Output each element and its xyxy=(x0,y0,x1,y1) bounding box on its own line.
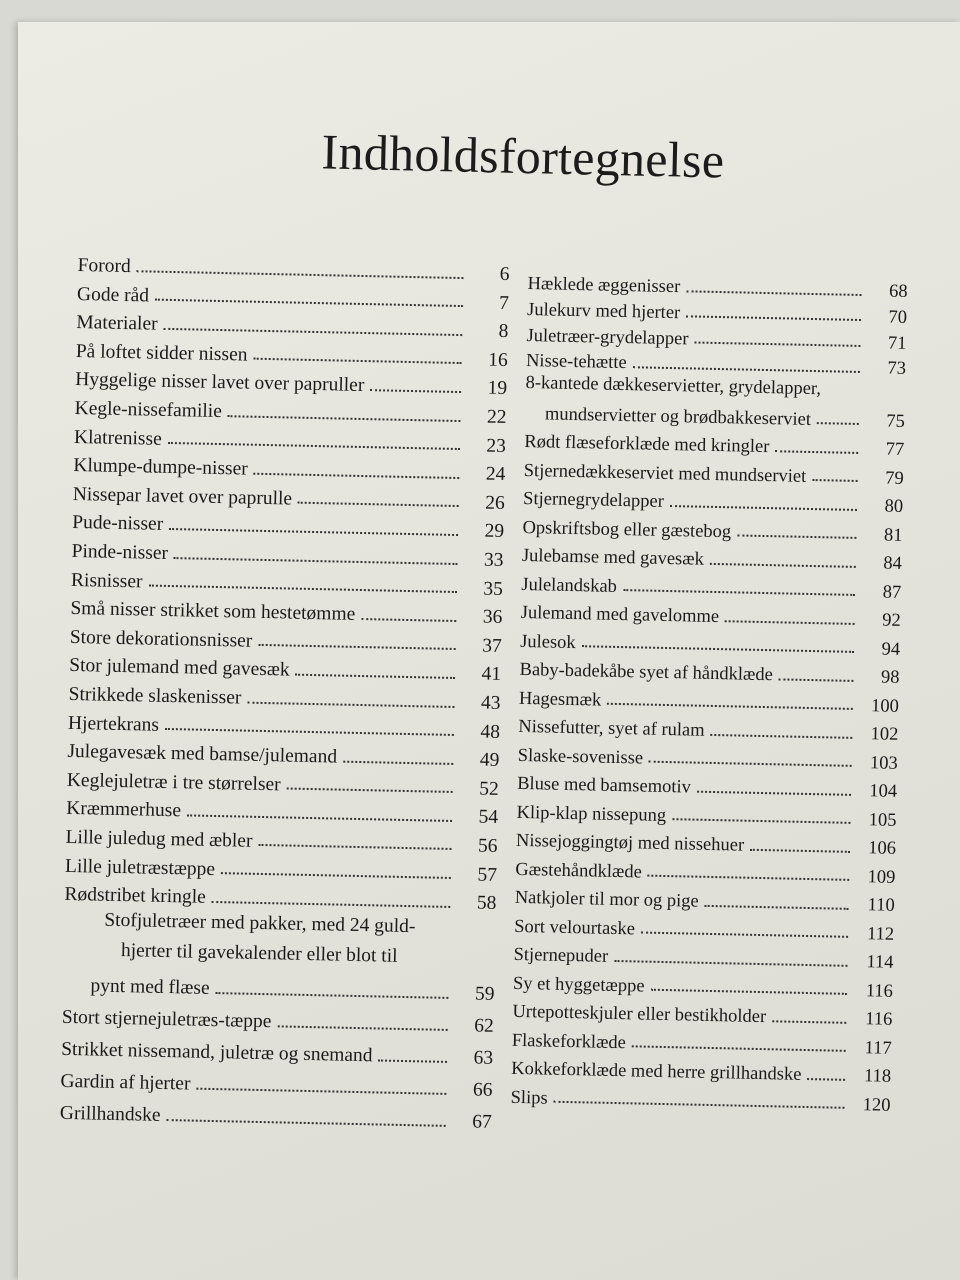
toc-entry-title: Pinde-nisser xyxy=(71,540,169,564)
toc-entry-page: 57 xyxy=(477,864,498,886)
toc-entry-page: 84 xyxy=(883,553,903,575)
toc-entry-page: 22 xyxy=(486,406,507,429)
toc-entry-page: 62 xyxy=(474,1015,494,1038)
toc-entry-page: 112 xyxy=(866,923,895,945)
leader-dots xyxy=(247,701,454,707)
toc-entry-title: Keglejuletræ i tre størrelser xyxy=(66,769,281,796)
leader-dots xyxy=(607,703,853,710)
toc-entry-title: Kokkeforklæde med herre grillhandske xyxy=(511,1059,802,1086)
toc-entry-page: 110 xyxy=(867,895,895,917)
toc-entry-page: 52 xyxy=(479,778,499,800)
toc-entry-page: 73 xyxy=(887,358,907,380)
toc-entry-title: Stort stjernejuletræs-tæppe xyxy=(61,1006,272,1033)
toc-entry-page: 43 xyxy=(480,692,501,714)
toc-entry-title: Baby-badekåbe syet af håndklæde xyxy=(519,660,773,686)
leader-dots xyxy=(370,389,461,393)
page-title: Indholdsfortegnelse xyxy=(320,123,725,189)
toc-entry-title: Stjernepuder xyxy=(513,945,609,968)
leader-dots xyxy=(582,645,854,653)
leader-dots xyxy=(277,1025,447,1031)
toc-entry-title: Bluse med bamsemotiv xyxy=(516,774,692,798)
toc-entry-title: Nissefutter, syet af rulam xyxy=(518,717,705,742)
toc-entry-page: 103 xyxy=(869,753,898,774)
toc-entry-page: 105 xyxy=(868,810,897,831)
leader-dots xyxy=(650,989,846,995)
toc-entry-title: Klip-klap nissepung xyxy=(516,802,667,826)
toc-entry-page: 68 xyxy=(888,281,908,303)
leader-dots xyxy=(361,618,456,622)
toc-entry-multiline xyxy=(62,905,496,1005)
toc-entry-title: Slaske-sovenisse xyxy=(517,745,644,769)
toc-entry-title: Julebamse med gavesæk xyxy=(521,546,705,570)
leader-dots xyxy=(253,358,461,364)
toc-entry-page: 79 xyxy=(884,468,904,489)
leader-dots xyxy=(287,788,453,793)
toc-entry-page: 19 xyxy=(487,378,508,400)
toc-entry-page: 23 xyxy=(486,435,507,457)
leader-dots xyxy=(221,872,451,879)
toc-entry-page: 80 xyxy=(884,496,904,518)
toc-entry-title: Julekurv med hjerter xyxy=(526,299,681,324)
toc-entry-page: 6 xyxy=(499,263,510,286)
leader-dots xyxy=(812,479,857,482)
toc-entry-page: 106 xyxy=(867,838,897,860)
toc-entry-title: Risnisser xyxy=(70,569,143,593)
toc-entry-title: Stjernedækkeserviet med mundserviet xyxy=(523,460,807,487)
toc-left-column xyxy=(60,247,510,1133)
leader-dots xyxy=(166,1119,445,1127)
leader-dots xyxy=(807,1078,845,1081)
leader-dots xyxy=(614,960,847,967)
toc-entry-page: 109 xyxy=(867,866,896,888)
toc-entry-page: 87 xyxy=(882,582,902,603)
toc-entry-title: Små nisser strikket som hestetømme xyxy=(70,598,356,626)
toc-entry-page: 36 xyxy=(482,606,503,629)
toc-entry-page: 35 xyxy=(483,578,504,600)
leader-dots xyxy=(725,620,855,625)
leader-dots xyxy=(737,535,856,539)
toc-entry-page: 104 xyxy=(869,781,898,803)
leader-dots xyxy=(187,814,452,822)
toc-entry-page: 94 xyxy=(881,639,901,660)
leader-dots xyxy=(779,678,854,682)
leader-dots xyxy=(623,589,855,596)
toc-entry-title: Julesok xyxy=(519,631,576,653)
leader-dots xyxy=(750,849,850,853)
toc-entry-title: pynt med flæse xyxy=(90,975,210,1000)
toc-entry-page: 118 xyxy=(863,1066,892,1088)
toc-entry-title: Sort velourtaske xyxy=(513,916,636,940)
toc-entry-title: Gardin af hjerter xyxy=(60,1070,191,1095)
toc-entry-title: Strikkede slaskenisser xyxy=(68,683,242,709)
toc-entry-page: 67 xyxy=(472,1111,492,1134)
leader-dots xyxy=(817,422,859,425)
toc-entry-page: 81 xyxy=(883,525,903,546)
leader-dots xyxy=(694,342,860,347)
toc-entry-page: 114 xyxy=(866,952,894,974)
toc-entry-title: Julemand med gavelomme xyxy=(520,603,720,628)
toc-entry-title: Lille juletræstæppe xyxy=(64,855,216,880)
leader-dots xyxy=(258,644,455,650)
leader-dots xyxy=(711,734,853,739)
toc-entry-page: 71 xyxy=(887,333,907,354)
toc-entry-title: Lille juledug med æbler xyxy=(65,826,253,852)
toc-entry-title: Slips xyxy=(510,1087,548,1109)
leader-dots xyxy=(772,1020,846,1024)
toc-entry-title: På loftet sidder nissen xyxy=(75,340,248,366)
leader-dots xyxy=(165,728,454,736)
toc-entry-page: 116 xyxy=(865,980,894,1002)
toc-entry-title: Forord xyxy=(77,255,131,278)
toc-entry-page: 98 xyxy=(880,667,900,689)
leader-dots xyxy=(670,505,857,511)
leader-dots xyxy=(633,366,860,373)
toc-entry-page: 41 xyxy=(481,663,502,686)
toc-entry-page: 37 xyxy=(482,635,502,657)
toc-entry-page: 8 xyxy=(498,321,509,343)
toc-entry-title: Rødstribet kringle xyxy=(64,884,206,908)
toc-entry-title: Julelandskab xyxy=(521,574,618,597)
leader-dots xyxy=(378,1059,447,1062)
leader-dots xyxy=(705,905,849,910)
toc-entry-title: Klumpe-dumpe-nisser xyxy=(73,455,248,480)
toc-entry-page: 120 xyxy=(862,1094,891,1116)
toc-entry-page: 49 xyxy=(479,749,500,772)
leader-dots xyxy=(258,844,451,850)
leader-dots xyxy=(554,1101,845,1109)
toc-entry-title: Gæstehåndklæde xyxy=(515,859,642,883)
toc-entry-page: 92 xyxy=(881,610,901,632)
toc-entry-page: 24 xyxy=(485,463,506,486)
leader-dots xyxy=(649,761,852,767)
toc-entry-page: 56 xyxy=(477,835,498,857)
leader-dots xyxy=(228,415,461,422)
leader-dots xyxy=(168,442,460,450)
leader-dots xyxy=(212,901,451,908)
toc-entry-title: Strikket nissemand, juletræ og snemand xyxy=(60,1038,373,1067)
toc-entry-title: Materialer xyxy=(76,312,158,335)
toc-entry-page: 54 xyxy=(478,806,499,829)
toc-entry-page: 33 xyxy=(483,549,504,572)
leader-dots xyxy=(216,992,449,999)
leader-dots xyxy=(298,502,459,507)
toc-entry-title: Klatrenisse xyxy=(73,426,162,450)
toc-entry-page: 58 xyxy=(476,892,497,915)
toc-entry-page: 16 xyxy=(488,349,508,371)
book-page xyxy=(18,22,960,1280)
toc-entry-page: 75 xyxy=(886,411,906,432)
toc-entry-title: Nisse-tehætte xyxy=(525,351,627,374)
leader-dots xyxy=(710,563,856,568)
toc-entry-title: Flaskeforklæde xyxy=(511,1030,627,1053)
leader-dots xyxy=(697,790,851,795)
toc-entry-page: 66 xyxy=(472,1079,493,1102)
toc-entry-title: Rødt flæseforklæde med kringler xyxy=(524,432,770,458)
toc-entry-title: Urtepotteskjuler eller bestikholder xyxy=(512,1002,767,1028)
leader-dots xyxy=(686,290,861,296)
toc-entry-title: Juletræer-grydelapper xyxy=(526,325,689,349)
toc-entry-title: Pude-nisser xyxy=(72,512,164,536)
leader-dots xyxy=(775,450,858,454)
toc-entry-page: 116 xyxy=(865,1009,893,1031)
toc-entry-page: 100 xyxy=(870,696,900,717)
toc-entry-title: Julegavesæk med bamse/julemand xyxy=(67,741,338,768)
toc-entry-title: Natkjoler til mor og pige xyxy=(514,888,699,912)
toc-entry-title: Gode råd xyxy=(76,283,150,307)
toc-entry-title: Hjertekrans xyxy=(67,712,160,736)
toc-entry-page: 77 xyxy=(885,439,905,461)
leader-dots xyxy=(174,557,458,565)
leader-dots xyxy=(686,316,861,322)
toc-entry-page: 7 xyxy=(498,292,510,314)
toc-entry-page: 102 xyxy=(870,724,899,746)
toc-entry-line: Stofjuletræer med pakker, med 24 guld- xyxy=(104,909,416,937)
leader-dots xyxy=(169,528,458,536)
leader-dots xyxy=(672,818,850,824)
toc-entry-title: Opskriftsbog eller gæstebog xyxy=(522,517,732,543)
toc-right-column xyxy=(510,268,907,1115)
toc-entry-title: Kræmmerhuse xyxy=(66,798,182,822)
toc-entry-title: mundservietter og brødbakkeserviet xyxy=(544,404,812,430)
toc-entry-multiline xyxy=(525,371,906,431)
leader-dots xyxy=(648,875,850,881)
toc-entry-page: 48 xyxy=(480,721,501,743)
toc-entry-title: Hæklede æggenisser xyxy=(527,274,681,298)
leader-dots xyxy=(641,932,848,938)
toc-entry-page: 29 xyxy=(484,521,505,543)
toc-entry-title: Kegle-nissefamilie xyxy=(74,398,223,423)
leader-dots xyxy=(196,1087,446,1094)
toc-entry-line: hjerter til gavekalender eller blot til xyxy=(120,939,398,967)
toc-entry-title: Nissejoggingtøj med nissehuer xyxy=(515,831,745,856)
toc-entry-title: Stor julemand med gavesæk xyxy=(69,655,290,681)
toc-entry-page: 117 xyxy=(864,1037,892,1059)
toc-entry-line: 8-kantede dækkeservietter, grydelapper, xyxy=(525,372,822,399)
leader-dots xyxy=(343,760,453,764)
toc-entry-page: 63 xyxy=(473,1047,494,1070)
toc-entry-title: Hyggelige nisser lavet over papruller xyxy=(74,369,365,397)
toc-entry-page: 26 xyxy=(485,492,505,514)
toc-entry-title: Hagesmæk xyxy=(518,688,602,711)
toc-entry-title: Stjernegrydelapper xyxy=(522,489,665,513)
toc-entry-title: Store dekorationsnisser xyxy=(69,626,253,652)
toc-entry-title: Nissepar lavet over paprulle xyxy=(72,483,293,510)
toc-entry-page: 70 xyxy=(888,307,908,328)
toc-entry-page: 59 xyxy=(474,983,495,1006)
leader-dots xyxy=(254,472,460,478)
leader-dots xyxy=(632,1046,846,1052)
leader-dots xyxy=(296,674,456,679)
toc-entry-title: Grillhandske xyxy=(59,1102,161,1127)
toc-entry-title: Sy et hyggetæppe xyxy=(512,973,645,997)
